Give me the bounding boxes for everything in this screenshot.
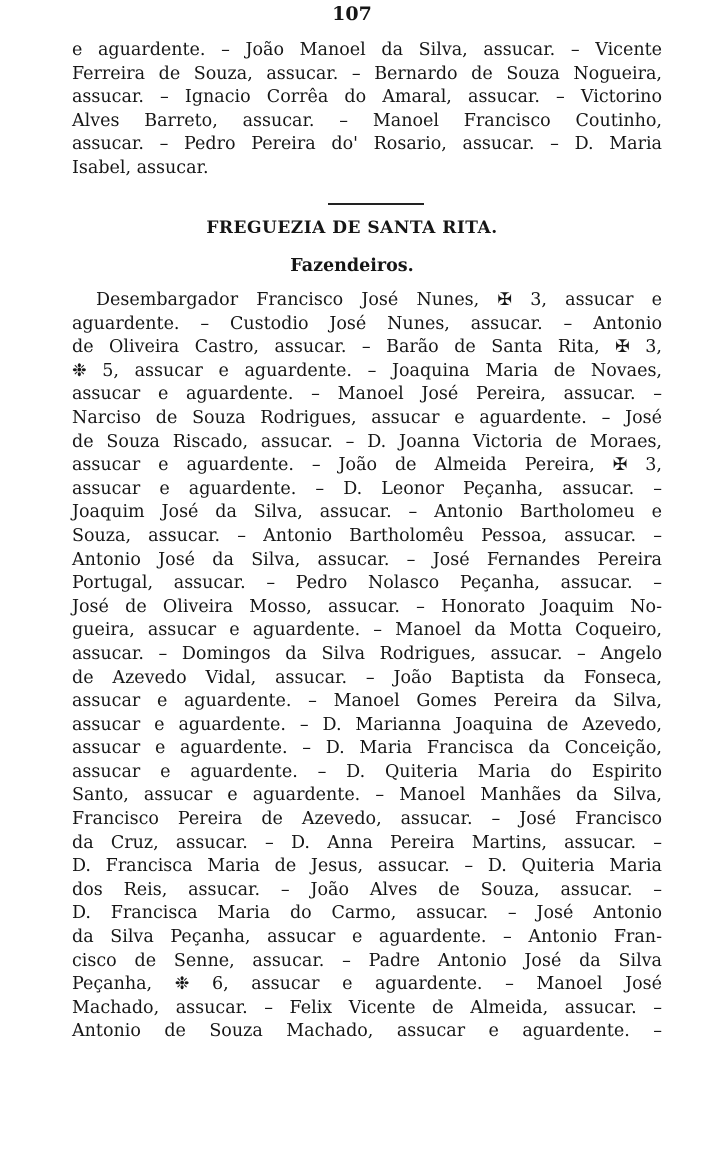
text-line: assucar. – Ignacio Corrêa do Amaral, assucar. – Victorino xyxy=(72,87,662,108)
text-line: José de Oliveira Mosso, assucar. – Honorato Joaquim No- xyxy=(72,596,662,617)
text-line: de Souza Riscado, assucar. – D. Joanna Victoria de Moraes, xyxy=(72,431,662,452)
text-line: assucar e aguardente. – D. Quiteria Maria do Espirito xyxy=(72,761,662,782)
text-line: assucar. – Domingos da Silva Rodrigues, assucar. – Angelo xyxy=(72,643,662,664)
text-line: Isabel, assucar. xyxy=(72,157,209,178)
text-line: assucar e aguardente. – D. Leonor Peçanha, assucar. – xyxy=(72,478,662,499)
text-line: aguardente. – Custodio José Nunes, assucar. – Antonio xyxy=(72,313,662,334)
text-line: Machado, assucar. – Felix Vicente de Almeida, assucar. – xyxy=(72,997,662,1018)
text-line: de Azevedo Vidal, assucar. – João Baptista da Fonseca, xyxy=(72,667,662,688)
text-line: Antonio José da Silva, assucar. – José Fernandes Pereira xyxy=(72,549,662,570)
text-line: Antonio de Souza Machado, assucar e aguardente. – xyxy=(72,1021,662,1042)
text-line: D. Francisca Maria de Jesus, assucar. – D. Quiteria Maria xyxy=(72,856,662,877)
text-line: ❉ 5, assucar e aguardente. – Joaquina Maria de Novaes, xyxy=(72,360,662,381)
text-line: Ferreira de Souza, assucar. – Bernardo de Souza Nogueira, xyxy=(72,63,662,84)
section-subtitle: Fazendeiros. xyxy=(290,256,414,276)
text-line: Peçanha, ❉ 6, assucar e aguardente. – Manoel José xyxy=(72,974,662,995)
text-line: Souza, assucar. – Antonio Bartholomêu Pessoa, assucar. – xyxy=(72,525,662,546)
text-line: Alves Barreto, assucar. – Manoel Francisco Coutinho, xyxy=(72,110,662,131)
intro-paragraph xyxy=(72,39,662,181)
text-line: assucar. – Pedro Pereira do' Rosario, assucar. – D. Maria xyxy=(72,134,662,155)
text-line: de Oliveira Castro, assucar. – Barão de Santa Rita, ✠ 3, xyxy=(72,337,662,358)
text-line: Portugal, assucar. – Pedro Nolasco Peçanha, assucar. – xyxy=(72,573,662,594)
text-line: gueira, assucar e aguardente. – Manoel da Motta Coqueiro, xyxy=(72,620,662,641)
text-line: assucar e aguardente. – Manoel José Pereira, assucar. – xyxy=(72,384,662,405)
text-line: Desembargador Francisco José Nunes, ✠ 3, assucar e xyxy=(96,290,662,310)
text-line: assucar e aguardente. – Manoel Gomes Pereira da Silva, xyxy=(72,691,662,712)
section-divider xyxy=(328,203,424,205)
body-paragraph xyxy=(72,289,662,1044)
text-line: Francisco Pereira de Azevedo, assucar. – José Francisco xyxy=(72,809,662,830)
text-line: Narciso de Souza Rodrigues, assucar e aguardente. – José xyxy=(72,407,662,428)
text-line: e aguardente. – João Manoel da Silva, assucar. – Vicente xyxy=(72,40,662,60)
text-line: D. Francisca Maria do Carmo, assucar. – José Antonio xyxy=(72,903,662,924)
text-line: Joaquim José da Silva, assucar. – Antonio Bartholomeu e xyxy=(72,502,662,523)
text-line: cisco de Senne, assucar. – Padre Antonio José da Silva xyxy=(72,950,662,971)
text-line: dos Reis, assucar. – João Alves de Souza, assucar. – xyxy=(72,879,662,900)
text-line: assucar e aguardente. – D. Marianna Joaquina de Azevedo, xyxy=(72,714,662,735)
section-title: FREGUEZIA DE SANTA RITA. xyxy=(206,218,498,238)
text-line: da Silva Peçanha, assucar e aguardente. – Antonio Fran- xyxy=(72,927,662,948)
text-line: Santo, assucar e aguardente. – Manoel Manhães da Silva, xyxy=(72,785,662,806)
text-line: da Cruz, assucar. – D. Anna Pereira Martins, assucar. – xyxy=(72,832,662,853)
text-line: assucar e aguardente. – D. Maria Francisca da Conceição, xyxy=(72,738,662,759)
text-line: assucar e aguardente. – João de Almeida Pereira, ✠ 3, xyxy=(72,455,662,476)
page-number: 107 xyxy=(332,3,372,25)
